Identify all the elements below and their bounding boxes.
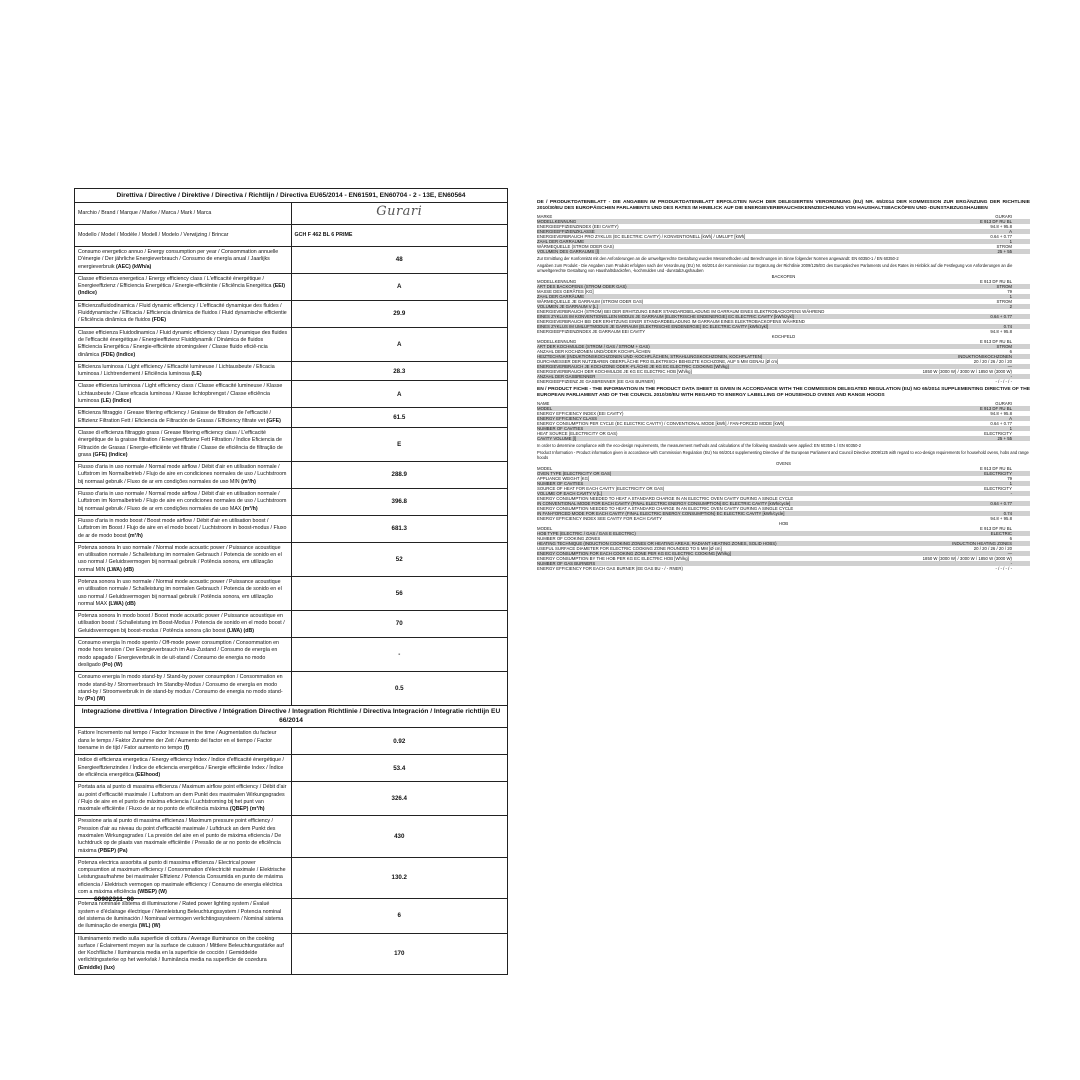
fiche-row-value: 0.64 + 0.77 — [990, 501, 1012, 507]
fiche-row-value: 6 — [1009, 536, 1012, 542]
row-value: 681.3 — [291, 515, 508, 542]
row-label — [75, 816, 292, 857]
row-value: 430 — [291, 816, 508, 857]
fiche-row-value: E 913 DF RU BL — [979, 526, 1012, 532]
row-label — [75, 273, 292, 300]
fiche-row-value: STROM — [996, 299, 1012, 305]
table-row — [75, 361, 508, 381]
row-label — [75, 933, 292, 974]
table-row — [75, 782, 508, 816]
fiche-row-value: E 913 DF RU BL — [979, 339, 1012, 345]
en-oven-rows — [537, 466, 1030, 521]
fiche-row-label: ENERGIEVERBRAUCH BEI DER ERHITZUNG EINER STANDARDBELADUNG IM GARRAUM EINES ELEKTROBACKOFENS WÄHREND — [537, 319, 805, 325]
de-hob-rows — [537, 339, 1030, 384]
fiche-row-value: 94.8 + 95.8 — [990, 329, 1012, 335]
row-value: A — [291, 273, 508, 300]
row-label-text: Consumo energia In modo stand-by / Stand-by power consumption / Consommation en mode stand-by / Stromverbrauch Im Standby-Modus / Consumo de energía en modo stand-by / Stroomverbruik in de stand-by modus / Consumo de energia no modo stand-by — [78, 674, 283, 703]
fiche-row-label: WÄRMEQUELLE JE GARRAUM (STROM ODER GAS) — [537, 299, 644, 305]
row-value: E — [291, 427, 508, 461]
fiche-row-label: SOURCE OF HEAT FOR EACH CAVITY (ELECTRICITY OR GAS) — [537, 486, 665, 492]
fiche-row-label: MODEL — [537, 466, 553, 472]
fiche-row-value: - — [1010, 491, 1012, 497]
row-label — [75, 489, 292, 516]
fiche-row-label: ANZAHL DER GASBRENNER — [537, 374, 596, 380]
fiche-row-label: ANZAHL DER KOCHZONEN UND/ODER KOCHFLÄCHEN — [537, 349, 651, 355]
fiche-row-label: DURCHMESSER DER NUTZBAREN OBERFLÄCHE PRO ELEKTRISCH BEHEIZTE KOCHZONE, AUF 5 MM GENAU [Ø cm] — [537, 359, 779, 365]
row-label-unit: (EEI) (Indice) — [78, 283, 286, 297]
fiche-row-label: VOLUMEN JE GARRAUM V [L] — [537, 304, 598, 310]
table-row — [75, 489, 508, 516]
row-label-text: Pressione aria al punto di massima efficienza / Maximum pressure point efficiency / Pression d'air au niveau du point d'efficacité maximale / Luftdruck an dem Punkt des maximalen Wirkungsgrades / La presión del aire en el punto de máxima eficiencia / De luchtdruck op de plaats van maximale efficiëntie / Pressão de ar no ponto de eficiência máxima — [78, 818, 282, 854]
row-value: 6 — [291, 899, 508, 933]
row-value: A — [291, 381, 508, 408]
en-fiche-header: EN / PRODUCT FICHE - THE INFORMATION IN THE PRODUCT DATA SHEET IS GIVEN IN ACCORDANCE WITH THE COMMISSION DELEGATED REGULATION (EU) NO 65/2014 SUPPLEMENTING DIRECTIVE OF THE EUROPEAN PARLIAMENT AND OF THE COUNCIL 2010/30/EU WITH REGARD TO ENERGY LABELLING OF HOUSEHOLD OVENS AND RANGE HOODS — [537, 387, 1030, 398]
fiche-row-value: 20 / 20 / 26 / 20 / 20 — [973, 546, 1012, 552]
row-label-unit: (LE) — [191, 371, 202, 378]
fiche-row-label: NUMBER OF COOKING ZONES — [537, 536, 601, 542]
fiche-row-value: — — [1007, 551, 1012, 557]
row-label-unit: (FDE) — [151, 317, 167, 324]
fiche-row-label: MODELLKENNUNG — [537, 339, 577, 345]
row-label-unit: (f) — [183, 745, 190, 752]
row-label — [75, 755, 292, 782]
row-value: 170 — [291, 933, 508, 974]
row-value: 56 — [291, 576, 508, 610]
table-row — [75, 381, 508, 408]
fiche-row-value: 79 — [1007, 476, 1012, 482]
row-label-unit: (LWA) (dB) — [108, 600, 136, 607]
table-row — [75, 638, 508, 672]
fiche-row-value: INDUKTIONSKOCHZONEN — [958, 354, 1012, 360]
de-oven-title: BACKOFEN — [771, 274, 796, 280]
brand-label: Marchio / Brand / Marque / Marke / Marca / Mark / Marca — [75, 203, 292, 225]
table-row — [75, 899, 508, 933]
fiche-row-value: E 913 DF RU BL — [979, 279, 1012, 285]
table-row — [75, 611, 508, 638]
row-label-unit: (m³/h) — [242, 505, 258, 512]
table-row — [75, 427, 508, 461]
fiche-row-value: 1850 W (3000 W) / 3000 W / 1850 W (3000 W) — [922, 556, 1012, 562]
row-label-unit: (QBEP) (m³/h) — [229, 806, 265, 813]
row-label — [75, 638, 292, 672]
row-label — [75, 782, 292, 816]
table-row — [75, 300, 508, 327]
fiche-row-label: VOLUMEN DES GARRAUMS [l] — [537, 249, 599, 255]
table-row — [75, 857, 508, 898]
row-label — [75, 381, 292, 408]
fiche-row-label: ZAHL DER GARRAUME — [537, 239, 585, 245]
fiche-row-value: INDUCTION HEATING ZONES — [952, 541, 1012, 547]
row-value: 29.9 — [291, 300, 508, 327]
fiche-row-value: ELECTRICITY — [984, 471, 1012, 477]
model-label: Modello / Model / Modèle / Modell / Modelo / Verwijzing / Brincar — [75, 225, 292, 247]
fiche-row — [537, 436, 1030, 441]
row-label-text: Fattore Incremento nal tempo / Factor Increase in the time / Augmentation du facteur dans le temps / Faktor Zunahme der Zeit / Aumento del factor en el tiempo / Factor toename in de tijd / Fator aumento no tempo — [78, 730, 277, 752]
fiche-row-label: HEAT SOURCE (ELECTRICITY OR GAS) — [537, 431, 618, 437]
integration-directive-header: Integrazione direttiva / Integration Directive / Intégration Directive / Integration Richtlinie / Directiva Integración / Integratie richtlijn EU 66/2014 — [75, 706, 508, 728]
fiche-row-value: - — [1010, 561, 1012, 567]
fiche-row-value: - / - / - / - — [995, 379, 1012, 385]
row-value: 326.4 — [291, 782, 508, 816]
fiche-row-value: ELECTRICITY — [984, 486, 1012, 492]
row-label-unit: (LE) (Indice) — [100, 398, 132, 405]
fiche-row-label: ENERGY CONSUMPTION NEEDED TO HEAT A STANDARD CHARGE IN AN ELECTRIC OVEN CAVITY DURING A SINGLE CYCLE — [537, 506, 794, 512]
row-label-unit: (m³/h) — [241, 478, 256, 485]
fiche-row-value: STROM — [996, 244, 1012, 250]
row-label-text: Illuminamento medio sulla superficie di cottura / Average illuminance on the cooking surface / Éclairement moyen sur la surface de cuisson / Mittlere Beleuchtungsstärke auf der Kochfläche / Iluminancia media en la superficie de cocción / Gemiddelde verlichtingssterke op het werkvlak / Iluminância media na superfície de cozedura — [78, 935, 284, 964]
de-standards-note: Zur Ermittlung der Konformität mit den Anforderungen an die umweltgerechte Gestaltung wurden Messmethoden und Berechnungen im Sinne folgender Normen angewandt: EN 60350-1 / EN 60350-2 — [537, 256, 899, 262]
fiche-row-value: 1 — [1009, 426, 1012, 432]
row-value: 52 — [291, 542, 508, 576]
row-label-unit: (GFE) — [266, 417, 281, 424]
table-row — [75, 408, 508, 428]
fiche-row-value: 2 — [1009, 304, 1012, 310]
fiche-row-label: ENERGY CONSUMPTION BY THE HOB PER KG EC ELECTRIC HOB [Wh/kg] — [537, 556, 689, 562]
table-row — [75, 933, 508, 974]
row-value: 28.3 — [291, 361, 508, 381]
fiche-row-label: ART DER KOCHMULDE (STROM / GAS / STROM + GAS) — [537, 344, 650, 350]
row-label-unit: (WL) (W) — [138, 923, 161, 930]
fiche-row-label: ENERGIEVERBRAUCH PRO ZYKLUS (EC ELECTRIC CAVITY) / KONVENTIONELL [kWh] / UMLUFT [kWh] — [537, 234, 746, 240]
row-value: 288.9 — [291, 462, 508, 489]
section-row — [75, 706, 508, 728]
row-label — [75, 361, 292, 381]
row-label — [75, 899, 292, 933]
de-product-info-note: Angaben zum Produkt - Die Angaben zum Produkt erfolgten nach der Verordnung (EU) Nr. 66/2014 der Kommission zur Ergänzung der Richtlinie 2009/125/EG des Europäischen Parlaments und des Rates im Hinblick auf die Festlegung von Anforderungen an die umweltgerechte Gestaltung von Haushaltsbacköfen, -kochmulden und -dunstabzugshauben — [537, 263, 1013, 274]
product-fiche-panel — [537, 200, 1030, 571]
row-value: 53.4 — [291, 755, 508, 782]
row-label — [75, 857, 292, 898]
row-value: - — [291, 638, 508, 672]
fiche-row-value: — — [1007, 364, 1012, 370]
row-label-text: Indice di efficienza energetica / Energy efficiency Index / Indice d'efficacité énergétique / Energieeffizienzindex / Índice de eficiencia energética / Energie efficiëntie Index / Índice de eficiência energética — [78, 757, 284, 778]
fiche-row-label: ENERGIEVERBRAUCH (STROM) BEI DER ERHITZUNG EINER STANDARDBELADUNG IM GARRAUM EINES ELEKTROBACKOFENS WÄHREND — [537, 309, 825, 315]
table-row — [75, 816, 508, 857]
fiche-row-value: 1 — [1009, 294, 1012, 300]
fiche-row-value: STROM — [996, 344, 1012, 350]
fiche-row-label: MASSE DES GERÄTES [KG] — [537, 289, 594, 295]
row-label-unit: (Po) (W) — [102, 661, 123, 668]
fiche-row-label: ART DES BACKOFENS (STROM ODER GAS) — [537, 284, 627, 290]
fiche-row-value: 1850 W (3000 W) / 3000 W / 1850 W (3000 W) — [922, 369, 1012, 375]
fiche-row-label: IN CONVENTIONAL MODE FOR EACH CAVITY (FINAL ELECTRIC ENERGY CONSUMPTION) EC ELECTRIC CAVITY [kWh/cycle] — [537, 501, 791, 507]
row-label — [75, 300, 292, 327]
row-label-unit: (m³/h) — [128, 532, 143, 539]
fiche-row-label: EINES ZYKLUS IM KONVENTIONELLEN MODUS JE GARRAUM (ELEKTRISCHE ENDENERGIE) EC ELECTRIC CAVITY [kWh/zykl] — [537, 314, 794, 320]
energy-data-table — [74, 188, 508, 975]
row-label-text: Consumo energetico annuo / Energy consumption per year / Consommation annuelle D'énergie / Der jährliche Energieverbrauch / Consumo de energía anual / Jaarlijks energieverbruik — [78, 249, 279, 270]
row-label-unit: (AEC) (kWh/a) — [116, 263, 152, 270]
de-oven-rows — [537, 279, 1030, 334]
row-label — [75, 542, 292, 576]
de-fiche-rows — [537, 214, 1030, 254]
row-value: A — [291, 327, 508, 361]
fiche-row-label: MODELLKENNUNG — [537, 279, 577, 285]
fiche-row-value: 0.74 — [1003, 511, 1012, 517]
table-row — [75, 755, 508, 782]
row-label-unit: (FDE) (Indice) — [100, 351, 136, 358]
fiche-row-label: OVEN TYPE (ELECTRICITY OR GAS) — [537, 471, 612, 477]
row-label-unit: (EEIhood) — [135, 771, 161, 778]
fiche-row-label: ENERGY EFFICIENCY FOR EACH GAS BURNER (EE GAS BU - / - RNER) — [537, 566, 683, 572]
row-label-text: Potenza sonora In modo boost / Boost mode acoustic power / Puissance acoustique en utilisation boost / Schalleistung im Boost-Modus / Potencia de sonido en el modo boost / Geluidsvermogen bij boost-modus / Potência sonora ção boost — [78, 613, 285, 634]
energy-data-table-panel — [74, 188, 508, 975]
fiche-row-value: 25 + 55 — [997, 436, 1012, 442]
document-number: 60902311_00 — [94, 896, 134, 903]
fiche-row-label: ENERGIEEFFIZIENZINDEX (EEI CAVITY) — [537, 224, 619, 230]
de-hob-title: KOCHFELD — [771, 334, 796, 340]
row-label-unit: (LWA) (dB) — [106, 566, 134, 573]
fiche-row-label: CAVITY VOLUME [l] — [537, 436, 576, 442]
row-label-text: Efficienzafluidodinamica / Fluid dynamic efficiency / L'efficacité dynamique des fluides / Fluiddynamische / Efficacia / Efficiencia dinámica de fluidos / Fluid dynamische efficientie / Eficiência dinâmica de fluidos — [78, 302, 287, 324]
fiche-row-label: ENERGIEEFFIZIENZ JE GASBRENNER (EE GAS BURNER) — [537, 379, 655, 385]
fiche-row-label: ENERGY CONSUMPTION NEEDED TO HEAT A STANDARD CHARGE IN AN ELECTRIC OVEN CAVITY DURING A SINGLE CYCLE — [537, 496, 794, 502]
row-value: 396.8 — [291, 489, 508, 516]
fiche-row — [537, 566, 1030, 571]
fiche-row-value: 0.64 + 0.77 — [990, 421, 1012, 427]
row-label-text: Potenza electrica assorbita al punto di massima efficienza / Electrical power compsumtion at maximum efficiency / Consommation d'électricité maximale / Elektrische Leistungsaufnahme bei maximaler Effizienz / Potencia Consumida en punto de máxima eficiencia / Elektrisch vermogen op maximale efficiency / Consumo de energia eléctrica com a máxima eficiência — [78, 859, 286, 896]
row-value: 48 — [291, 247, 508, 274]
fiche-row-value: 1 — [1009, 239, 1012, 245]
row-label — [75, 515, 292, 542]
model-value: GCH F 462 BL 6 PRIME — [291, 225, 508, 247]
en-standards-note: In order to determine compliance with the eco-design requirements, the measurement methods and calculations of the following standards were applied: EN 60350-1 / EN 60350-2 — [537, 443, 862, 449]
table-row — [75, 515, 508, 542]
fiche-row-value: E 913 DF RU BL — [979, 219, 1012, 225]
en-product-info-note: Product Information - Product information given in accordance with Commission Regulation (EU) No 66/2014 supplementing Directive of the European Parliament and Council Directive 2009/125 with regard to eco-design requirements for household ovens, hobs and range hoods — [537, 450, 1029, 461]
fiche-row-value: 94.8 + 95.8 — [990, 411, 1012, 417]
fiche-row — [537, 249, 1030, 254]
fiche-row-value: 94.8 + 95.8 — [990, 516, 1012, 522]
row-label-text: Efficienza filtraggio / Grease filtering efficiency / Graisse de filtration de l'efficacité / Effizienz Filtration Fett / Eficiencia de Filtración de Grasas / Efficiency filtrate vet — [78, 410, 271, 424]
fiche-row-label: ENERGIEVERBRAUCH DER KOCHMULDE JE KG EC ELECTRIC HOB [Wh/kg] — [537, 369, 692, 375]
row-label-text: Consumo energia In modo spento / Off-mode power consumption / Consommation en mode hors tension / Der Energieverbrauch im Aus-Zustand / Consumo de energía en modo apagado / Energieverbruik in de uit-stand / Consumo de energia no modo desligado — [78, 640, 279, 668]
fiche-row-label: ENERGY EFFICIENCY INDEX (EEI CAVITY) — [537, 411, 624, 417]
fiche-row-label: NUMBER OF CAVITIES — [537, 426, 584, 432]
fiche-row-label: ENERGIEVERBRAUCH JE KOCHZONE ODER -FLÄCHE JE KG EC ELECTRIC COOKING [Wh/kg] — [537, 364, 729, 370]
fiche-row-value: STROM — [996, 284, 1012, 290]
fiche-row-label: ENERGY CONSUMPTION PER CYCLE (EC ELECTRIC CAVITY) / CONVENTIONAL MODE [kWh] / FAN-FORCED MODE [kWh] — [537, 421, 785, 427]
row-label-text: Classe efficienza luminosa / Light efficiency class / Classe efficacité lumineuse / Klasse Lichtausbeute / Clase eficacia luminosa / Klasse lichtopbrengst / Classe eficiência luminosa — [78, 383, 283, 405]
fiche-row-label: APPLIANCE WEIGHT [KG] — [537, 476, 590, 482]
row-label — [75, 728, 292, 755]
directive-header: Direttiva / Directive / Direktive / Directiva / Richtlijn / Directiva EU65/2014 - EN61591, EN60704 - 2 - 13E, EN60564 — [75, 189, 508, 203]
fiche-row-value: A — [1009, 416, 1012, 422]
row-label — [75, 462, 292, 489]
fiche-row-label: EINES ZYKLUS IM UMLUFTMODUS JE GARRAUM (ELEKTRISCHE ENDENERGIE) EC ELECTRIC CAVITY [kWh/zykl] — [537, 324, 768, 330]
table-row — [75, 273, 508, 300]
brand-cell — [291, 203, 508, 225]
row-label-unit: (Emiddle) (lux) — [78, 964, 115, 971]
fiche-row-label: MODEL — [537, 526, 553, 532]
fiche-row-label: MODEL — [537, 406, 553, 412]
fiche-row-value: GURARI — [995, 401, 1012, 407]
fiche-row-value: 0.74 — [1003, 324, 1012, 330]
en-fiche-rows — [537, 401, 1030, 441]
fiche-row-label: NUMBER OF CAVITIES — [537, 481, 584, 487]
fiche-row-value: - / - / - / - — [995, 566, 1012, 572]
fiche-row-value: 20 / 20 / 26 / 20 / 20 — [973, 359, 1012, 365]
fiche-row-label: MODELLKENNUNG — [537, 219, 577, 225]
row-value: 0.92 — [291, 728, 508, 755]
table-row — [75, 672, 508, 706]
row-value: 0.5 — [291, 672, 508, 706]
fiche-row-value: E 913 DF RU BL — [979, 406, 1012, 412]
row-label-text: Flusso d'aria in modo boost / Boost mode airflow / Débit d'air en utilisation boost / Luftstrom im Boost / Flujo de aire en el modo boost / Luchtstroom in boost-modus / Fluxo de ar de modo boost — [78, 517, 287, 539]
fiche-row-label: ZAHL DER GARRÄUME — [537, 294, 585, 300]
row-label-text: Portata aria al punto di massima efficienza / Maximum airflow point efficiency / Débit d'air au point d'efficacité maximale / Luftstrom an dem Punkt des maximalen Wirkungsgrades / Flujo de aire en el punto de máxima eficiencia / Luchtstroming bij het punt van maximale efficiëntie / Fluxo de ar no ponto de eficiência máxima — [78, 784, 287, 813]
fiche-row-value: A — [1009, 229, 1012, 235]
row-value: 130.2 — [291, 857, 508, 898]
row-label-text: Classe efficienza energetica / Energy efficiency class / L'efficacité énergétique / Energieeffizienz / Efficiencia Energética / Energie-efficiëntie / Eficiência Energética — [78, 275, 272, 290]
row-value: 61.5 — [291, 408, 508, 428]
row-value: 70 — [291, 611, 508, 638]
fiche-row-label: ENERGIEEFFIZIENZKLASSE — [537, 229, 595, 235]
table-row — [75, 728, 508, 755]
row-label-unit: (GFE) (Indice) — [92, 451, 128, 458]
fiche-row-value: ELECTRIC — [990, 531, 1012, 537]
row-label-text: Efficienza luminosa / Light efficiency / Efficacité lumineuse / Lichtausbeute / Eficacia luminosa / Lichtrendement / Eficiência luminosa — [78, 363, 275, 378]
fiche-row-value: 0.64 + 0.77 — [990, 234, 1012, 240]
row-label-unit: (WBEP) (W) — [137, 889, 167, 896]
fiche-row — [537, 379, 1030, 384]
row-label — [75, 327, 292, 361]
en-oven-title: OVENS — [775, 461, 792, 467]
fiche-row-label: IN FAN-FORCED MODE FOR EACH CAVITY (FINAL ELECTRIC ENERGY CONSUMPTION) EC ELECTRIC CAVITY [kWh/cycle] — [537, 511, 785, 517]
fiche-row-label: HOB TYPE (ELECTRIC / GAS / GAS E ELECTRIC) — [537, 531, 636, 537]
fiche-row-label: HEATING TECHNIQUE (INDUCTION COOKING ZONES OR HEATING AREAS, RADIANT HEATING ZONES, SOLID HOBS) — [537, 541, 777, 547]
row-label-text: Potenza sonora In uso normale / Normal mode acoustic power / Puissance acoustique en utilisation normale / Schalleistung im normalen Gebrauch / Potencia de sonido en el uso normal / Geluidsvermogen bij normaal gebruik / Potência sonora, em utilização normal MAX — [78, 578, 282, 607]
row-label-text: Potenza nominale sistema di illuminazione / Rated power lighting system / Évalué system e d'éclairage électrique / Nennleistung Beleuchtungssystem / Potencia nominal del sistema de iluminación / Nominaal vermogen verlichtingssysteem / Nominal sistema de iluminação de energia — [78, 901, 284, 930]
row-label — [75, 672, 292, 706]
brand-logo: Gurari — [376, 204, 423, 220]
fiche-row-value: - — [1010, 374, 1012, 380]
fiche-row-label: USEFUL SURFACE DIAMETER FOR ELECTRIC COOKING ZONE ROUNDED TO 5 MM [Ø cm] — [537, 546, 722, 552]
fiche-row-label: NUMBER OF GAS BURNERS — [537, 561, 596, 567]
row-label — [75, 427, 292, 461]
fiche-row-label: HEIZTECHNIK (INDUKTIONSKOCHZONEN UND -KOCHFLÄCHEN, STRAHLUNGSKOCHZONEN, KOCHPLATTEN) — [537, 354, 763, 360]
fiche-row-value: 1 — [1009, 481, 1012, 487]
fiche-row-label: VOLUME OF EACH CAVITY V [L] — [537, 491, 602, 497]
table-row — [75, 462, 508, 489]
row-label-unit: (LWA) (dB) — [227, 627, 255, 634]
fiche-row-value: 25 + 55 — [997, 249, 1012, 255]
fiche-row-value: 6 — [1009, 349, 1012, 355]
fiche-row-value: ELECTRICITY — [984, 431, 1012, 437]
table-row — [75, 327, 508, 361]
fiche-row-value: GURARI — [995, 214, 1012, 220]
fiche-row-label: ENERGY EFFICIENCY INDEX SEE CAVITY FOR EACH CAVITY — [537, 516, 662, 522]
fiche-row-label: WÄRMEQUELLE (STROM ODER GAS) — [537, 244, 614, 250]
fiche-row-label: MARKE — [537, 214, 553, 220]
row-label — [75, 247, 292, 274]
row-label-text: Flusso d'aria in uso normale / Normal mode airflow / Débit d'air en utilisation normale / Luftstrom im Normalbetrieb / Flujo de aire en condiciones normales de uso / Luchtstroom bij normaal gebruik / Fluxo de ar em condições normales de uso MIN — [78, 464, 287, 485]
fiche-row-value: 94.8 + 95.8 — [990, 224, 1012, 230]
row-label — [75, 611, 292, 638]
row-label — [75, 576, 292, 610]
fiche-row-label: NAME — [537, 401, 550, 407]
table-row — [75, 576, 508, 610]
fiche-row-label: ENERGY EFFICIENCY CLASS — [537, 416, 598, 422]
row-label-unit: (Ps) (W) — [85, 696, 106, 703]
en-hob-title: HOB — [778, 521, 789, 527]
row-label — [75, 408, 292, 428]
table-row — [75, 542, 508, 576]
en-hob-rows — [537, 526, 1030, 571]
fiche-row-label: ENERGY CONSUMPTION FOR EACH COOKING ZONE PER KG EC ELECTRIC COOKING [Wh/kg] — [537, 551, 731, 557]
row-label-text: Classe di efficienza filtraggio grass / Grease filtering efficiency class / L'efficacité énergétique de la graisse filtration / Energieeffizienz Fett Filtration / Indice Eficiencia de Filtración de Grasas / Energie-efficiënte vet filtratie / Classe de eficiência de filtração de graxa — [78, 429, 283, 458]
de-fiche-header: DE / PRODUKTDATENBLATT - DIE ANGABEN IM PRODUKTDATENBLATT ERFOLGTEN NACH DER DELEGIERTEN VERORDNUNG (EU) NR. 65/2014 DER KOMMISSION ZUR ERGÄNZUNG DER RICHTLINIE 2010/30/EU DES EUROPÄISCHEN PARLAMENTS UND DES RATES IM HINBLICK AUF DIE ENERGIEVERBRAUCHSKENNZEICHNUNG VON HAUSHALTSBACKÖFEN UND -DUNSTABZUGSHAUBEN — [537, 200, 1030, 211]
fiche-row-label: ENERGIEEFFIZIENZINDEX JE GARRAUM EEI CAVITY — [537, 329, 646, 335]
row-label-text: Potenza sonora In uso normale / Normal mode acoustic power / Puissance acoustique en utilisation normale / Schalleistung im normalen Gebrauch / Potencia de sonido en el uso normal / Geluidsvermogen bij normaal gebruik / Potência sonora, em utilização normal MIN — [78, 544, 282, 573]
row-label-text: Classe efficienza Fluidodinamica / Fluid dynamic efficiency class / Dynamique des fluides de l'efficacité énergétique / Energieeffizienz Fluiddynamik / Dinámica de fluidos Efficiencia Energética / Energie-efficiënte stromingsleer / Classe fluido eficiê-ncia dinâmica — [78, 329, 288, 358]
row-label-unit: (PBEP) (Pa) — [98, 847, 128, 854]
fiche-row-value: 79 — [1007, 289, 1012, 295]
table-row — [75, 247, 508, 274]
row-label-text: Flusso d'aria in uso normale / Normal mode airflow / Débit d'air en utilisation normale / Luftstrom im Normalbetrieb / Flujo de aire en condiciones normales de uso / Luchtstroom bij normaal gebruik / Fluxo de ar em condições normales de uso MAX — [78, 491, 287, 512]
fiche-row-value: 0.64 + 0.77 — [990, 314, 1012, 320]
fiche-row-value: E 913 DF RU BL — [979, 466, 1012, 472]
